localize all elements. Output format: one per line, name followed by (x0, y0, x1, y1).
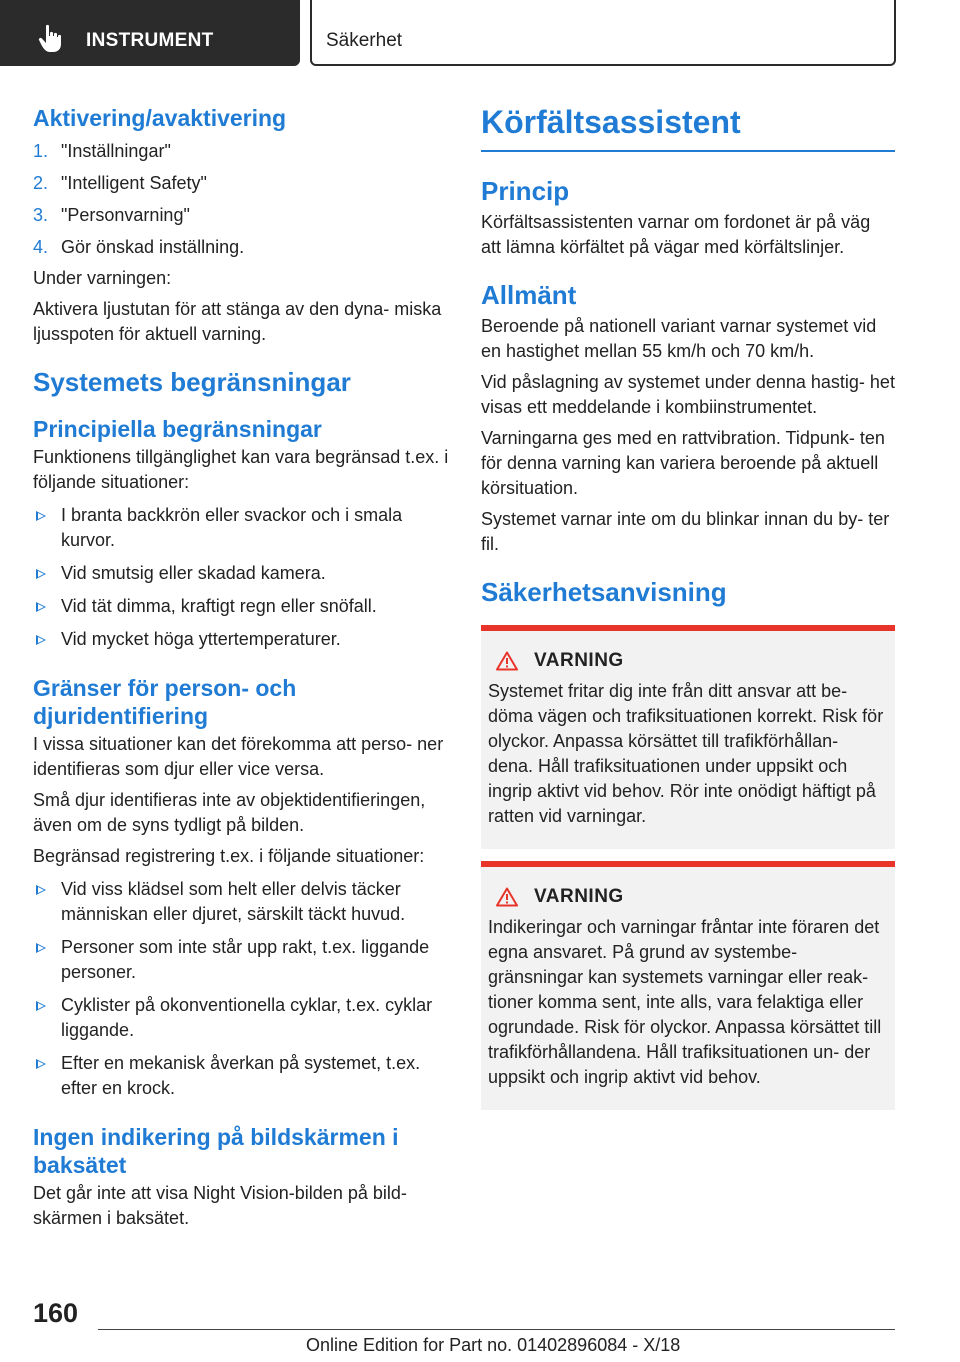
warning-text: Systemet fritar dig inte från ditt ansvar att be- döma vägen och trafiksituationen korrekt. Risk för olyckor. Anpassa körsättet till trafikförhållan- dena. Håll trafiksituationen under uppsikt och ingrip aktivt vid behov. Rör inte onödigt häftigt på ratten vid varningar. (488, 681, 884, 826)
general-p1: Beroende på nationell variant varnar systemet vid en hastighet mellan 55 km/h och 70 km/h. (481, 316, 877, 361)
triangle-bullet-icon (36, 602, 46, 612)
principle-limits-heading: Principiella begränsningar (33, 416, 322, 442)
warning-text: Indikeringar och varningar fråntar inte föraren det egna ansvaret. På grund av systembe- gränsningar kan systemets varningar eller reak- tioner komma sent, inte alls, vara felaktiga eller ogrundade. Risk för olyckor. Anpassa körsättet till trafikförhållandena. Håll trafiksituationen un- der uppsikt och ingrip aktivt vid behov. (488, 917, 882, 1087)
triangle-bullet-icon (36, 885, 46, 895)
list-item: Efter en mekanisk åverkan på systemet, t.ex. efter en krock. (33, 1051, 449, 1101)
triangle-bullet-icon (36, 511, 46, 521)
principle-limits-list (33, 503, 449, 652)
general-p2: Vid påslagning av systemet under denna hastig- het visas ett meddelande i kombiinstrumentet. (481, 372, 895, 417)
list-item: Vid tät dimma, kraftigt regn eller snöfall. (33, 594, 449, 619)
warning-triangle-icon (496, 887, 518, 907)
activation-heading: Aktivering/avaktivering (33, 105, 287, 131)
page-title: Körfältsassistent (481, 100, 895, 152)
identification-p2: Små djur identifieras inte av objektidentifieringen, även om de syns tydligt på bilden. (33, 790, 426, 835)
list-item: Personer som inte står upp rakt, t.ex. liggande personer. (33, 935, 449, 985)
right-column (481, 100, 895, 1110)
chapter-label: INSTRUMENT (86, 30, 214, 51)
general-p3: Varningarna ges med en rattvibration. Tidpunk- ten för denna varning kan variera beroende på aktuell körsituation. (481, 428, 885, 498)
principle-limits-text: Funktionens tillgänglighet kan vara begränsad t.ex. i följande situationer: (33, 447, 449, 492)
warning-title: VARNING (534, 886, 624, 907)
principle-heading: Princip (481, 176, 570, 206)
list-item: Vid mycket höga yttertemperaturer. (33, 627, 449, 652)
chapter-tab (0, 0, 300, 66)
during-warning-label: Under varningen: (33, 268, 172, 288)
list-item: 2. "Intelligent Safety" (33, 173, 207, 193)
rear-display-heading: Ingen indikering på bildskärmen i baksätet (33, 1124, 399, 1178)
general-p4: Systemet varnar inte om du blinkar innan du by- ter fil. (481, 509, 890, 554)
general-heading: Allmänt (481, 280, 577, 310)
triangle-bullet-icon (36, 1001, 46, 1011)
triangle-bullet-icon (36, 1059, 46, 1069)
footer-divider (98, 1329, 895, 1330)
triangle-bullet-icon (36, 635, 46, 645)
identification-p3: Begränsad registrering t.ex. i följande situationer: (33, 846, 425, 866)
list-item: Vid viss klädsel som helt eller delvis täcker människan eller djuret, särskilt täckt huvud. (33, 877, 449, 927)
list-item: Cyklister på okonventionella cyklar, t.ex. cyklar liggande. (33, 993, 449, 1043)
list-item: I branta backkrön eller svackor och i smala kurvor. (33, 503, 449, 553)
limits-heading: Systemets begränsningar (33, 367, 351, 397)
page-number: 160 (33, 1298, 79, 1328)
identification-list (33, 877, 449, 1101)
hand-pointer-icon (38, 24, 64, 54)
identification-heading: Gränser för person- och djuridentifiering (33, 675, 297, 729)
warning-box (481, 861, 895, 1110)
list-item: 1. "Inställningar" (33, 141, 171, 161)
section-label: Säkerhet (326, 30, 403, 51)
principle-text: Körfältsassistenten varnar om fordonet är på väg att lämna körfältet på vägar med körfältslinjer. (481, 212, 871, 257)
warning-header (496, 647, 887, 675)
list-item: Vid smutsig eller skadad kamera. (33, 561, 449, 586)
triangle-bullet-icon (36, 943, 46, 953)
left-column (33, 100, 449, 1231)
list-item: 3. "Personvarning" (33, 205, 190, 225)
activation-steps (33, 139, 449, 260)
rear-display-text: Det går inte att visa Night Vision-bilden på bild- skärmen i baksätet. (33, 1183, 407, 1228)
warning-header (496, 883, 887, 911)
triangle-bullet-icon (36, 569, 46, 579)
identification-p1: I vissa situationer kan det förekomma att perso- ner identifieras som djur eller vice versa. (33, 734, 444, 779)
section-tab (310, 0, 896, 66)
during-warning-text: Aktivera ljustutan för att stänga av den dyna- miska ljusspoten för aktuell varning. (33, 299, 442, 344)
page-header (0, 0, 960, 66)
list-item: 4. Gör önskad inställning. (33, 237, 245, 257)
warning-triangle-icon (496, 651, 518, 671)
safety-heading: Säkerhetsanvisning (481, 577, 727, 607)
warning-box (481, 625, 895, 849)
edition-label: Online Edition for Part no. 01402896084 - X/18 (306, 1335, 681, 1355)
warning-title: VARNING (534, 650, 624, 671)
